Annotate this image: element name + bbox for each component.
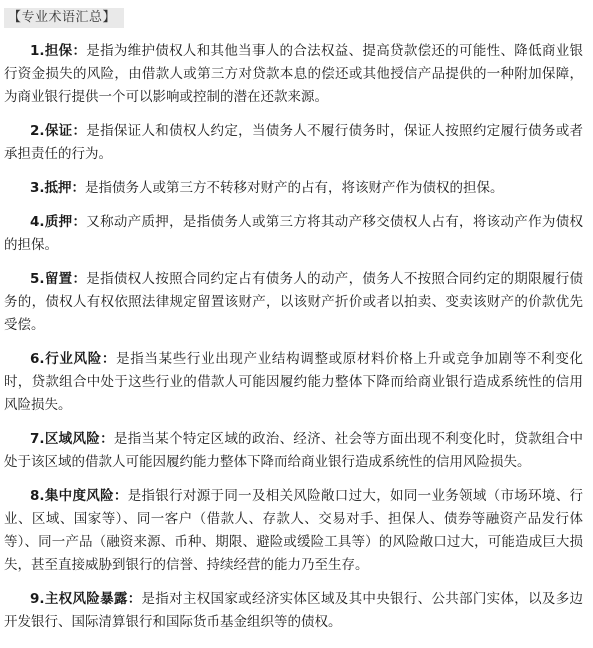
term-definition: 是指保证人和债权人约定，当债务人不履行债务时，保证人按照约定履行债务或者承担责任的行为。 [4, 123, 584, 162]
term-colon: ： [72, 271, 87, 287]
term-definition: 又称动产质押，是指债务人或第三方将其动产移交债权人占有，将该动产作为债权的担保。 [4, 214, 584, 253]
term-colon: ： [100, 431, 114, 447]
term-colon: ： [71, 180, 86, 196]
term-name: 集中度风险 [44, 488, 114, 504]
term-colon: ： [72, 214, 87, 230]
term-name: 质押 [44, 214, 73, 230]
term-colon: ： [72, 43, 87, 59]
term-industry-risk [4, 348, 583, 417]
term-number: 4. [30, 214, 45, 230]
term-definition: 是指银行对源于同一及相关风险敞口过大，如同一业务领域（市场环境、行业、区域、国家等）、同一客户（借款人、存款人、交易对手、担保人、债券等融资产品发行体等）、同一产品（融资来源、币种、期限、避险或缓险工具等）的风险敞口过大，可能造成巨大损失，甚至直接威胁到银行的信誉、持续经营的能力乃至生存。 [4, 488, 584, 573]
term-number: 7. [30, 431, 45, 447]
term-sovereign-exposure [4, 588, 583, 634]
term-number: 9. [30, 591, 45, 607]
term-mortgage [4, 177, 583, 200]
term-name: 区域风险 [44, 431, 101, 447]
term-name: 抵押 [44, 180, 72, 196]
term-definition: 是指对主权国家或经济实体区域及其中央银行、公共部门实体，以及多边开发银行、国际清算银行和国际货币基金组织等的债权。 [4, 591, 584, 630]
term-name: 主权风险暴露 [44, 591, 128, 607]
term-regional-risk [4, 428, 583, 474]
term-definition: 是指为维护债权人和其他当事人的合法权益、提高贷款偿还的可能性、降低商业银行资金损失的风险，由借款人或第三方对贷款本息的偿还或其他授信产品提供的一种附加保障，为商业银行提供一个可以影响或控制的潜在还款来源。 [4, 43, 584, 105]
term-guarantee [4, 40, 583, 109]
term-name: 保证 [44, 123, 73, 139]
term-surety [4, 120, 583, 166]
term-lien [4, 268, 583, 337]
term-number: 3. [30, 180, 45, 196]
term-concentration-risk [4, 485, 583, 577]
term-definition: 是指债务人或第三方不转移对财产的占有，将该财产作为债权的担保。 [85, 180, 504, 196]
section-title: 【专业术语汇总】 [4, 8, 124, 28]
term-colon: ： [101, 351, 117, 367]
term-number: 1. [30, 43, 45, 59]
term-number: 6. [30, 351, 45, 367]
term-name: 行业风险 [44, 351, 102, 367]
term-definition: 是指当某些行业出现产业结构调整或原材料价格上升或竞争加剧等不利变化时，贷款组合中处于这些行业的借款人可能因履约能力整体下降而给商业银行造成系统性的信用风险损失。 [4, 351, 584, 413]
term-number: 2. [30, 123, 45, 139]
term-name: 留置 [44, 271, 73, 287]
term-colon: ： [72, 123, 87, 139]
term-name: 担保 [44, 43, 73, 59]
term-number: 5. [30, 271, 45, 287]
term-definition: 是指债权人按照合同约定占有债务人的动产，债务人不按照合同约定的期限履行债务的，债权人有权依照法律规定留置该财产，以该财产折价或者以拍卖、变卖该财产的价款优先受偿。 [4, 271, 584, 333]
term-pledge [4, 211, 583, 257]
term-definition: 是指当某个特定区域的政治、经济、社会等方面出现不利变化时，贷款组合中处于该区域的借款人可能因履约能力整体下降而给商业银行造成系统性的信用风险损失。 [4, 431, 584, 470]
term-colon: ： [127, 591, 142, 607]
term-colon: ： [113, 488, 128, 504]
term-number: 8. [30, 488, 45, 504]
